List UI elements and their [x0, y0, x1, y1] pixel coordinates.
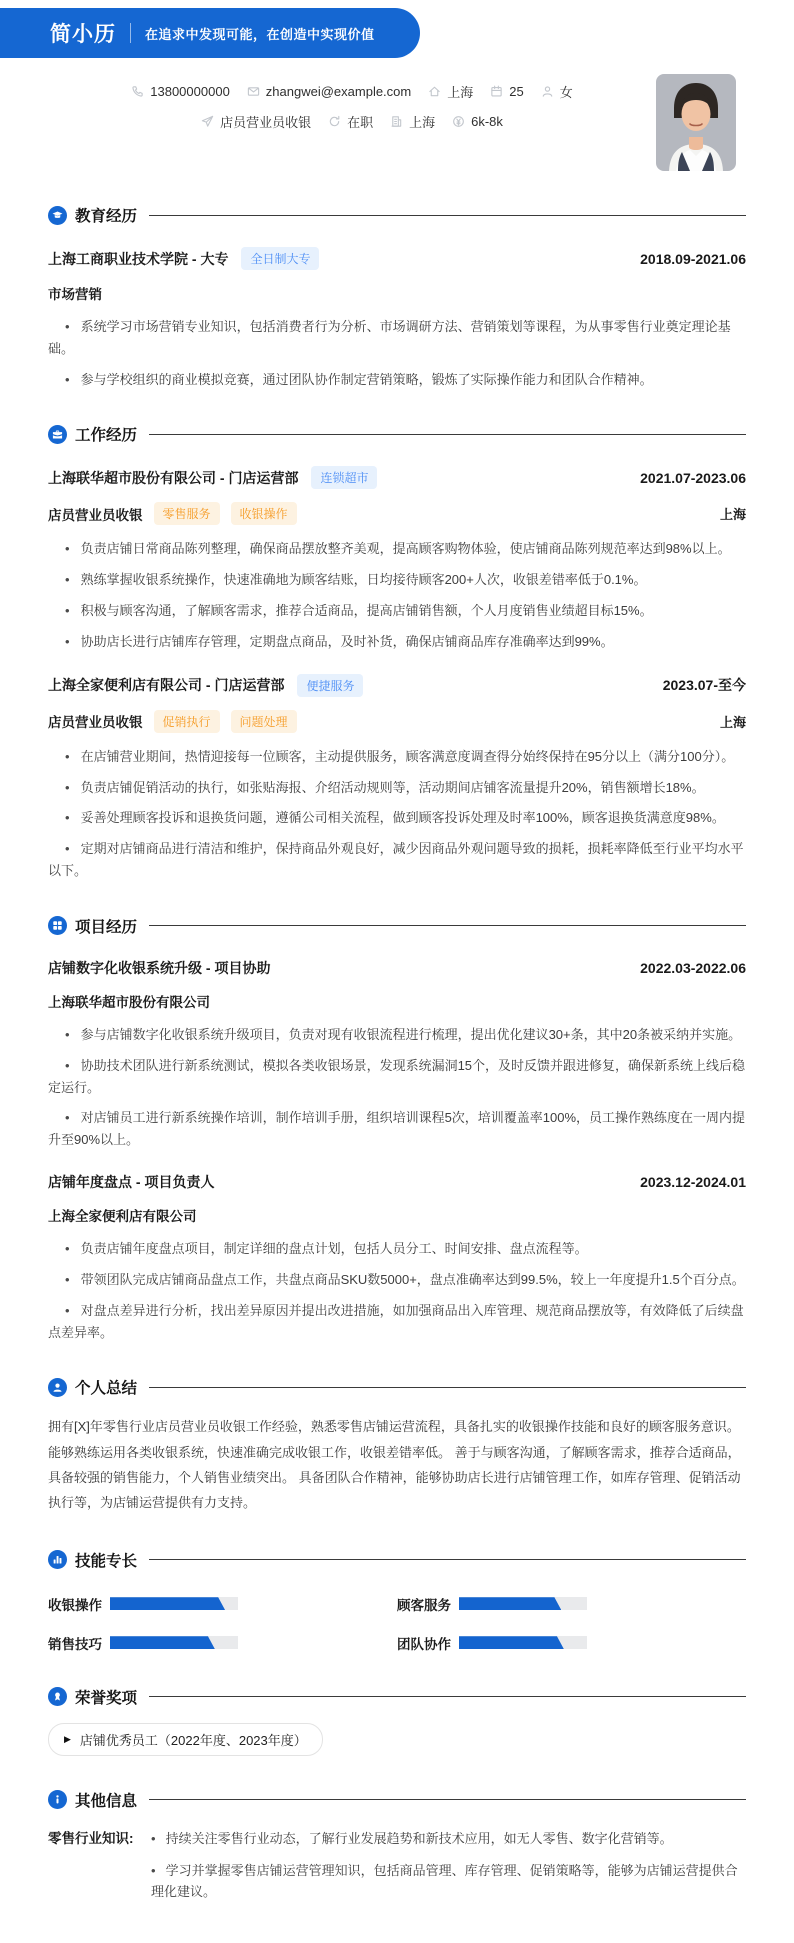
age-value: 25 [509, 84, 524, 99]
section-title: 个人总结 [75, 1380, 138, 1398]
section-title: 荣誉奖项 [75, 1689, 138, 1707]
other-info-label: 零售行业知识: [48, 1830, 134, 1846]
graduation-cap-icon [48, 206, 67, 225]
major-name: 市场营销 [48, 287, 102, 302]
section-title: 教育经历 [75, 208, 138, 225]
work-role-row [48, 502, 746, 525]
play-triangle-icon: ▶ [64, 1733, 71, 1744]
bullet-item: • 定期对店铺商品进行清洁和维护，保持商品外观良好，减少因商品外观问题导致的损耗，损耗率降低至行业平均水平以下。 [48, 838, 746, 882]
job-status-item [328, 112, 373, 131]
education-entry [48, 247, 746, 390]
role-name: 店员营业员收银 [48, 507, 143, 523]
skill-bar-track [110, 1597, 238, 1610]
role-tag: 零售服务 [154, 502, 220, 525]
project-title: 店铺年度盘点 - 项目负责人 [48, 1174, 215, 1191]
section-header-education [48, 204, 746, 226]
salary-icon [452, 115, 465, 128]
project-company: 上海联华超市股份有限公司 [48, 994, 210, 1010]
skill-bar-track [459, 1636, 587, 1649]
section-header-skills [48, 1549, 746, 1571]
project-entry-head [48, 1172, 746, 1192]
section-title: 技能专长 [75, 1552, 138, 1570]
project-entry [48, 1172, 746, 1343]
section-header-work [48, 423, 746, 445]
work-entry-head [48, 674, 746, 697]
project-entry [48, 958, 746, 1151]
bullet-item: • 对盘点差异进行分析，找出差异原因并提出改进措施，如加强商品出入库管理、规范商品摆放等，有效降低了后续盘点差异率。 [48, 1300, 746, 1344]
bullet-item: • 在店铺营业期间，热情迎接每一位顾客，主动提供服务，顾客满意度调查得分始终保持在95分以上（满分100分）。 [48, 746, 746, 768]
project-bullets [48, 1024, 746, 1151]
project-entry-head [48, 958, 746, 978]
skill-name: 收银操作 [48, 1597, 102, 1613]
work-entry [48, 674, 746, 882]
skill-bar-fill [110, 1636, 215, 1649]
bullet-item: • 协助店长进行店铺库存管理，定期盘点商品，及时补货，确保店铺商品库存准确率达到99%。 [48, 631, 746, 653]
bullet-item: • 学习并掌握零售店铺运营管理知识，包括商品管理、库存管理、促销策略等，能够为店铺运营提供合理化建议。 [151, 1860, 746, 1904]
work-bullets [48, 746, 746, 882]
education-tag: 全日制大专 [241, 247, 319, 270]
gender-value: 女 [559, 85, 573, 100]
section-divider [149, 1696, 746, 1697]
section-divider [149, 1387, 746, 1388]
contact-rows [48, 74, 656, 171]
brand-logo: 简小历 [50, 23, 116, 46]
company-name: 上海全家便利店有限公司 - 门店运营部 [48, 677, 285, 694]
person-icon [541, 85, 554, 98]
company-name: 上海联华超市股份有限公司 - 门店运营部 [48, 469, 299, 486]
work-location: 上海 [719, 714, 746, 730]
bullet-item: • 负责店铺促销活动的执行，如张贴海报、介绍活动规则等，活动期间店铺客流量提升20%，销售额增长18%。 [48, 777, 746, 799]
bullet-item: • 带领团队完成店铺商品盘点工作，共盘点商品SKU数5000+，盘点准确率达到99.5%，较上一年度提升1.5个百分点。 [48, 1269, 746, 1291]
education-date: 2018.09-2021.06 [640, 250, 746, 267]
honor-pill[interactable] [48, 1723, 323, 1756]
phone-item [131, 84, 230, 99]
work-entry [48, 466, 746, 652]
role-tag: 问题处理 [231, 710, 297, 733]
section-divider [149, 1559, 746, 1560]
salary-value: 6k-8k [471, 114, 503, 129]
city-item [428, 82, 473, 101]
work-date: 2021.07-2023.06 [640, 469, 746, 486]
chart-icon [48, 1550, 67, 1569]
skill-item [397, 1594, 746, 1614]
job-city-value: 上海 [409, 115, 436, 130]
job-status-value: 在职 [347, 115, 374, 130]
profile-header [0, 58, 794, 171]
project-company-row [48, 991, 746, 1011]
mail-icon [247, 85, 260, 98]
medal-icon [48, 1687, 67, 1706]
skill-bar-fill [110, 1597, 225, 1610]
school-name: 上海工商职业技术学院 - 大专 [48, 250, 229, 267]
work-location: 上海 [719, 507, 746, 523]
section-title: 其他信息 [75, 1792, 138, 1810]
skill-name: 顾客服务 [397, 1597, 451, 1613]
phone-icon [131, 85, 144, 98]
grid-icon [48, 916, 67, 935]
other-info-row [48, 1828, 746, 1913]
work-role-row [48, 710, 746, 733]
section-header-other [48, 1789, 746, 1811]
company-tag: 便捷服务 [297, 674, 363, 697]
work-entry-head [48, 466, 746, 489]
skill-name: 团队协作 [397, 1636, 451, 1652]
job-city-item [390, 112, 435, 131]
calendar-icon [490, 85, 503, 98]
send-icon [201, 115, 214, 128]
job-title-item [201, 112, 311, 131]
city-value: 上海 [447, 85, 474, 100]
role-tag: 收银操作 [231, 502, 297, 525]
resume-body [0, 204, 794, 1943]
skill-bar-track [459, 1597, 587, 1610]
profile-photo [656, 74, 736, 171]
section-header-projects [48, 915, 746, 937]
email-item [247, 84, 411, 99]
bullet-item: • 系统学习市场营销专业知识，包括消费者行为分析、市场调研方法、营销策划等课程，为从事零售行业奠定理论基础。 [48, 316, 746, 360]
skill-item [397, 1633, 746, 1653]
skill-bar-track [110, 1636, 238, 1649]
section-title: 工作经历 [75, 427, 138, 445]
brand-bar [0, 8, 420, 58]
briefcase-icon [48, 425, 67, 444]
honor-text: 店铺优秀员工（2022年度、2023年度） [79, 1732, 307, 1748]
other-info-bullets [151, 1828, 746, 1913]
role-name: 店员营业员收银 [48, 715, 143, 731]
project-title: 店铺数字化收银系统升级 - 项目协助 [48, 959, 271, 976]
email-value: zhangwei@example.com [265, 84, 412, 99]
bullet-item: • 持续关注零售行业动态，了解行业发展趋势和新技术应用，如无人零售、数字化营销等。 [151, 1828, 746, 1850]
section-header-honors [48, 1686, 746, 1708]
info-icon [48, 1790, 67, 1809]
project-company-row [48, 1205, 746, 1225]
skills-grid [48, 1594, 746, 1653]
section-divider [149, 215, 746, 216]
home-icon [428, 85, 441, 98]
education-entry-head [48, 247, 746, 270]
person-icon [48, 1378, 67, 1397]
gender-item [541, 82, 573, 101]
building-icon [390, 115, 403, 128]
summary-text: 拥有[X]年零售行业店员营业员收银工作经验，熟悉零售店铺运营流程，具备扎实的收银操作技能和良好的顾客服务意识。 能够熟练运用各类收银系统，快速准确完成收银工作，收银差错率低。 善于与顾客沟通，了解顾客需求，推荐合适商品，具备较强的销售能力，个人销售业绩突出。 具备团队合作精神，能够协助店长进行店铺管理工作，如库存管理、促销活动执行等，为店铺运营提供有力支持。 [48, 1419, 741, 1511]
education-major-row [48, 283, 746, 303]
bullet-item: • 负责店铺年度盘点项目，制定详细的盘点计划，包括人员分工、时间安排、盘点流程等。 [48, 1238, 746, 1260]
phone-value: 13800000000 [150, 84, 230, 99]
company-tag: 连锁超市 [311, 466, 377, 489]
work-bullets [48, 538, 746, 652]
bullet-item: • 参与学校组织的商业模拟竞赛，通过团队协作制定营销策略，锻炼了实际操作能力和团队合作精神。 [48, 369, 746, 391]
brand-divider [130, 23, 131, 43]
bullet-item: • 参与店铺数字化收银系统升级项目，负责对现有收银流程进行梳理，提出优化建议30+条，其中20条被采纳并实施。 [48, 1024, 746, 1046]
contact-row-basic [131, 82, 572, 101]
project-bullets [48, 1238, 746, 1343]
section-divider [149, 925, 746, 926]
section-divider [149, 1799, 746, 1800]
project-date: 2022.03-2022.06 [640, 959, 746, 976]
work-date: 2023.07-至今 [662, 677, 746, 694]
skill-bar-fill [459, 1636, 564, 1649]
bullet-item: • 对店铺员工进行新系统操作培训，制作培训手册，组织培训课程5次，培训覆盖率100%，员工操作熟练度在一周内提升至90%以上。 [48, 1107, 746, 1151]
avatar [656, 74, 736, 171]
bullet-item: • 妥善处理顾客投诉和退换货问题，遵循公司相关流程，做到顾客投诉处理及时率100%，顾客退换货满意度98%。 [48, 807, 746, 829]
job-title-value: 店员营业员收银 [220, 115, 312, 130]
section-title: 项目经历 [75, 918, 138, 936]
skill-item [48, 1594, 397, 1614]
skill-name: 销售技巧 [48, 1636, 102, 1652]
section-header-summary [48, 1376, 746, 1398]
bullet-item: • 积极与顾客沟通，了解顾客需求，推荐合适商品，提高店铺销售额，个人月度销售业绩超目标15%。 [48, 600, 746, 622]
education-bullets [48, 316, 746, 390]
brand-tagline: 在追求中发现可能，在创造中实现价值 [145, 26, 375, 42]
status-icon [328, 115, 341, 128]
bullet-item: • 熟练掌握收银系统操作，快速准确地为顾客结账，日均接待顾客200+人次，收银差错率低于0.1%。 [48, 569, 746, 591]
bullet-item: • 协助技术团队进行新系统测试，模拟各类收银场景，发现系统漏洞15个，及时反馈并跟进修复，确保新系统上线后稳定运行。 [48, 1055, 746, 1099]
age-item [490, 84, 523, 99]
skill-item [48, 1633, 397, 1653]
role-tag: 促销执行 [154, 710, 220, 733]
salary-item [452, 114, 503, 129]
bullet-item: • 负责店铺日常商品陈列整理，确保商品摆放整齐美观，提高顾客购物体验，使店铺商品陈列规范率达到98%以上。 [48, 538, 746, 560]
project-date: 2023.12-2024.01 [640, 1174, 746, 1191]
section-divider [149, 434, 746, 435]
project-company: 上海全家便利店有限公司 [48, 1209, 197, 1225]
contact-row-job [201, 112, 503, 131]
skill-bar-fill [459, 1597, 561, 1610]
